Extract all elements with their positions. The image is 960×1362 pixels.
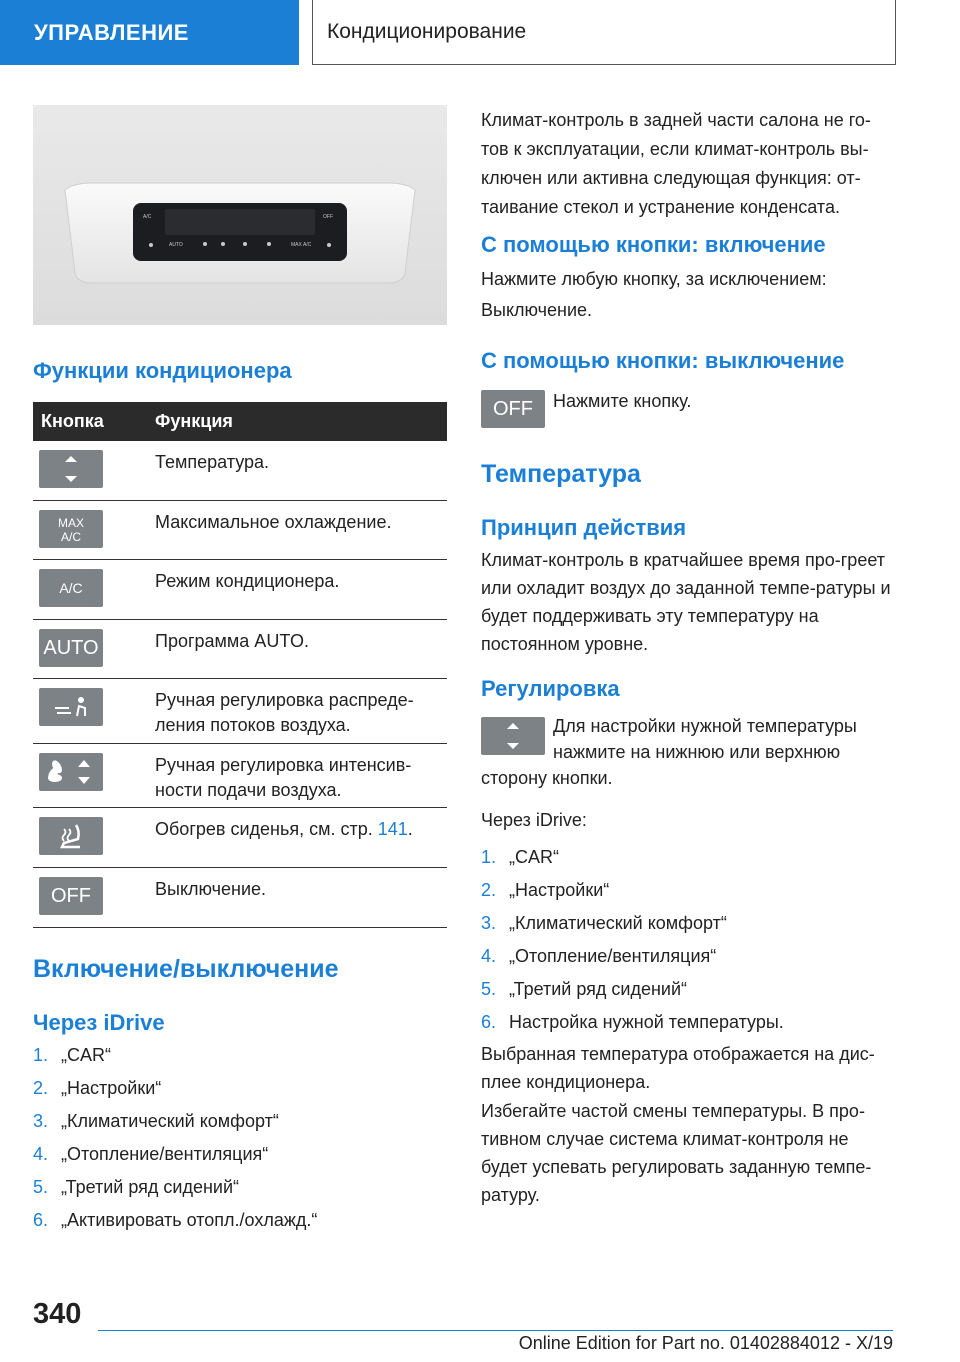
table-row [33,441,447,501]
adjust-text-3: сторону кнопки. [481,768,613,788]
temperature-arrows-icon [481,717,545,755]
header-chapter-label: Кондиционирование [327,20,527,43]
principle-text: Климат-контроль в кратчайшее время про-греет или охладит воздух до заданной темпе-ратуры и будет поддерживать эту температуру на постоянном уровне. [481,550,891,654]
on-text-1: Нажмите любую кнопку, за исключением: [481,269,827,289]
photo-label-auto: AUTO [169,242,183,248]
idrive-label: Через iDrive: [481,810,587,830]
table-row [33,620,447,679]
function-text: Режим кондиционера. [155,571,340,591]
onoff-steps [33,1045,317,1243]
list-item: 6. „Активировать отопл./охлажд.“ [33,1210,318,1230]
svg-text:A/C: A/C [60,530,82,544]
adjust-text-2: нажмите на нижнюю или верхнюю [553,742,841,762]
on-text-2: Выключение. [481,300,593,320]
temperature-title: Температура [481,460,641,488]
advice-text: Избегайте частой смены температуры. В про-тивном случае система климат-контроля не будет успевать регулировать заданную темпе-ратуру. [481,1101,872,1205]
col-button-header: Кнопка [41,411,104,431]
list-item: 2. „Настройки“ [33,1078,162,1098]
temperature-steps [481,847,784,1045]
list-item: 3. „Климатический комфорт“ [33,1111,279,1131]
list-item: 4. „Отопление/вентиляция“ [481,946,717,966]
function-text: Максимальное охлаждение. [155,512,392,532]
table-row [33,560,447,620]
auto-icon: AUTO [39,629,103,667]
list-item: 3. „Климатический комфорт“ [481,913,727,933]
col-function-header: Функция [155,411,233,431]
list-item: 5. „Третий ряд сидений“ [481,979,688,999]
photo-label-maxac: MAX A/C [291,242,312,248]
function-text: Обогрев сиденья, см. стр. 141. [155,819,413,839]
onoff-title: Включение/выключение [33,955,339,983]
fan-speed-icon [39,753,103,791]
function-text: Программа AUTO. [155,631,309,651]
table-row [33,744,447,808]
onoff-subtitle: Через iDrive [33,1010,165,1035]
off-text: Нажмите кнопку. [553,391,692,411]
max-ac-icon [39,510,103,548]
result-text: Выбранная температура отображается на дис-плее кондиционера. [481,1044,875,1092]
on-title: С помощью кнопки: включение [481,232,826,257]
photo-label-off: OFF [323,214,333,220]
air-distribution-icon [39,688,103,726]
header-chapter [312,0,896,65]
page-number: 340 [33,1298,82,1330]
table-row [33,679,447,744]
ac-icon: A/C [39,569,103,607]
list-item: 1. „CAR“ [33,1045,111,1065]
list-item: 5. „Третий ряд сидений“ [33,1177,240,1197]
function-text: Выключение. [155,879,267,899]
svg-text:MAX: MAX [57,516,85,530]
footer-divider [98,1330,893,1331]
function-text: Ручная регулировка распреде-ления потоков воздуха. [155,690,414,735]
functions-title: Функции кондиционера [33,358,292,383]
table-row [33,808,447,868]
table-header [33,402,447,441]
list-item: 4. „Отопление/вентиляция“ [33,1144,269,1164]
list-item: 1. „CAR“ [481,847,559,867]
function-text: Температура. [155,452,270,472]
page-link-141[interactable]: 141 [377,819,408,839]
list-item: 6. Настройка нужной температуры. [481,1012,784,1032]
header-section-label: УПРАВЛЕНИЕ [34,19,189,45]
adjust-text-1: Для настройки нужной температуры [553,716,857,736]
list-item: 2. „Настройки“ [481,880,610,900]
off-icon: OFF [481,390,545,428]
adjust-title: Регулировка [481,676,620,701]
functions-table [33,402,447,928]
rear-climate-panel-photo [33,105,447,325]
function-text: Ручная регулировка интенсив-ности подачи воздуха. [155,755,412,800]
table-row [33,501,447,560]
principle-title: Принцип действия [481,515,687,540]
header-section-tab[interactable] [0,0,299,65]
photo-label-ac: A/C [143,214,152,220]
temperature-arrows-icon [39,450,103,488]
off-icon: OFF [39,877,103,915]
seat-heating-icon [39,817,103,855]
footer-edition: Online Edition for Part no. 01402884012 - X/19 [518,1333,893,1353]
off-title: С помощью кнопки: выключение [481,348,845,373]
intro-paragraph: Климат-контроль в задней части салона не го-тов к эксплуатации, если климат-контроль вы-ключен или активна следующая функция: от-таивание стекол и устранение конденсата. [481,110,871,217]
table-row [33,868,447,928]
